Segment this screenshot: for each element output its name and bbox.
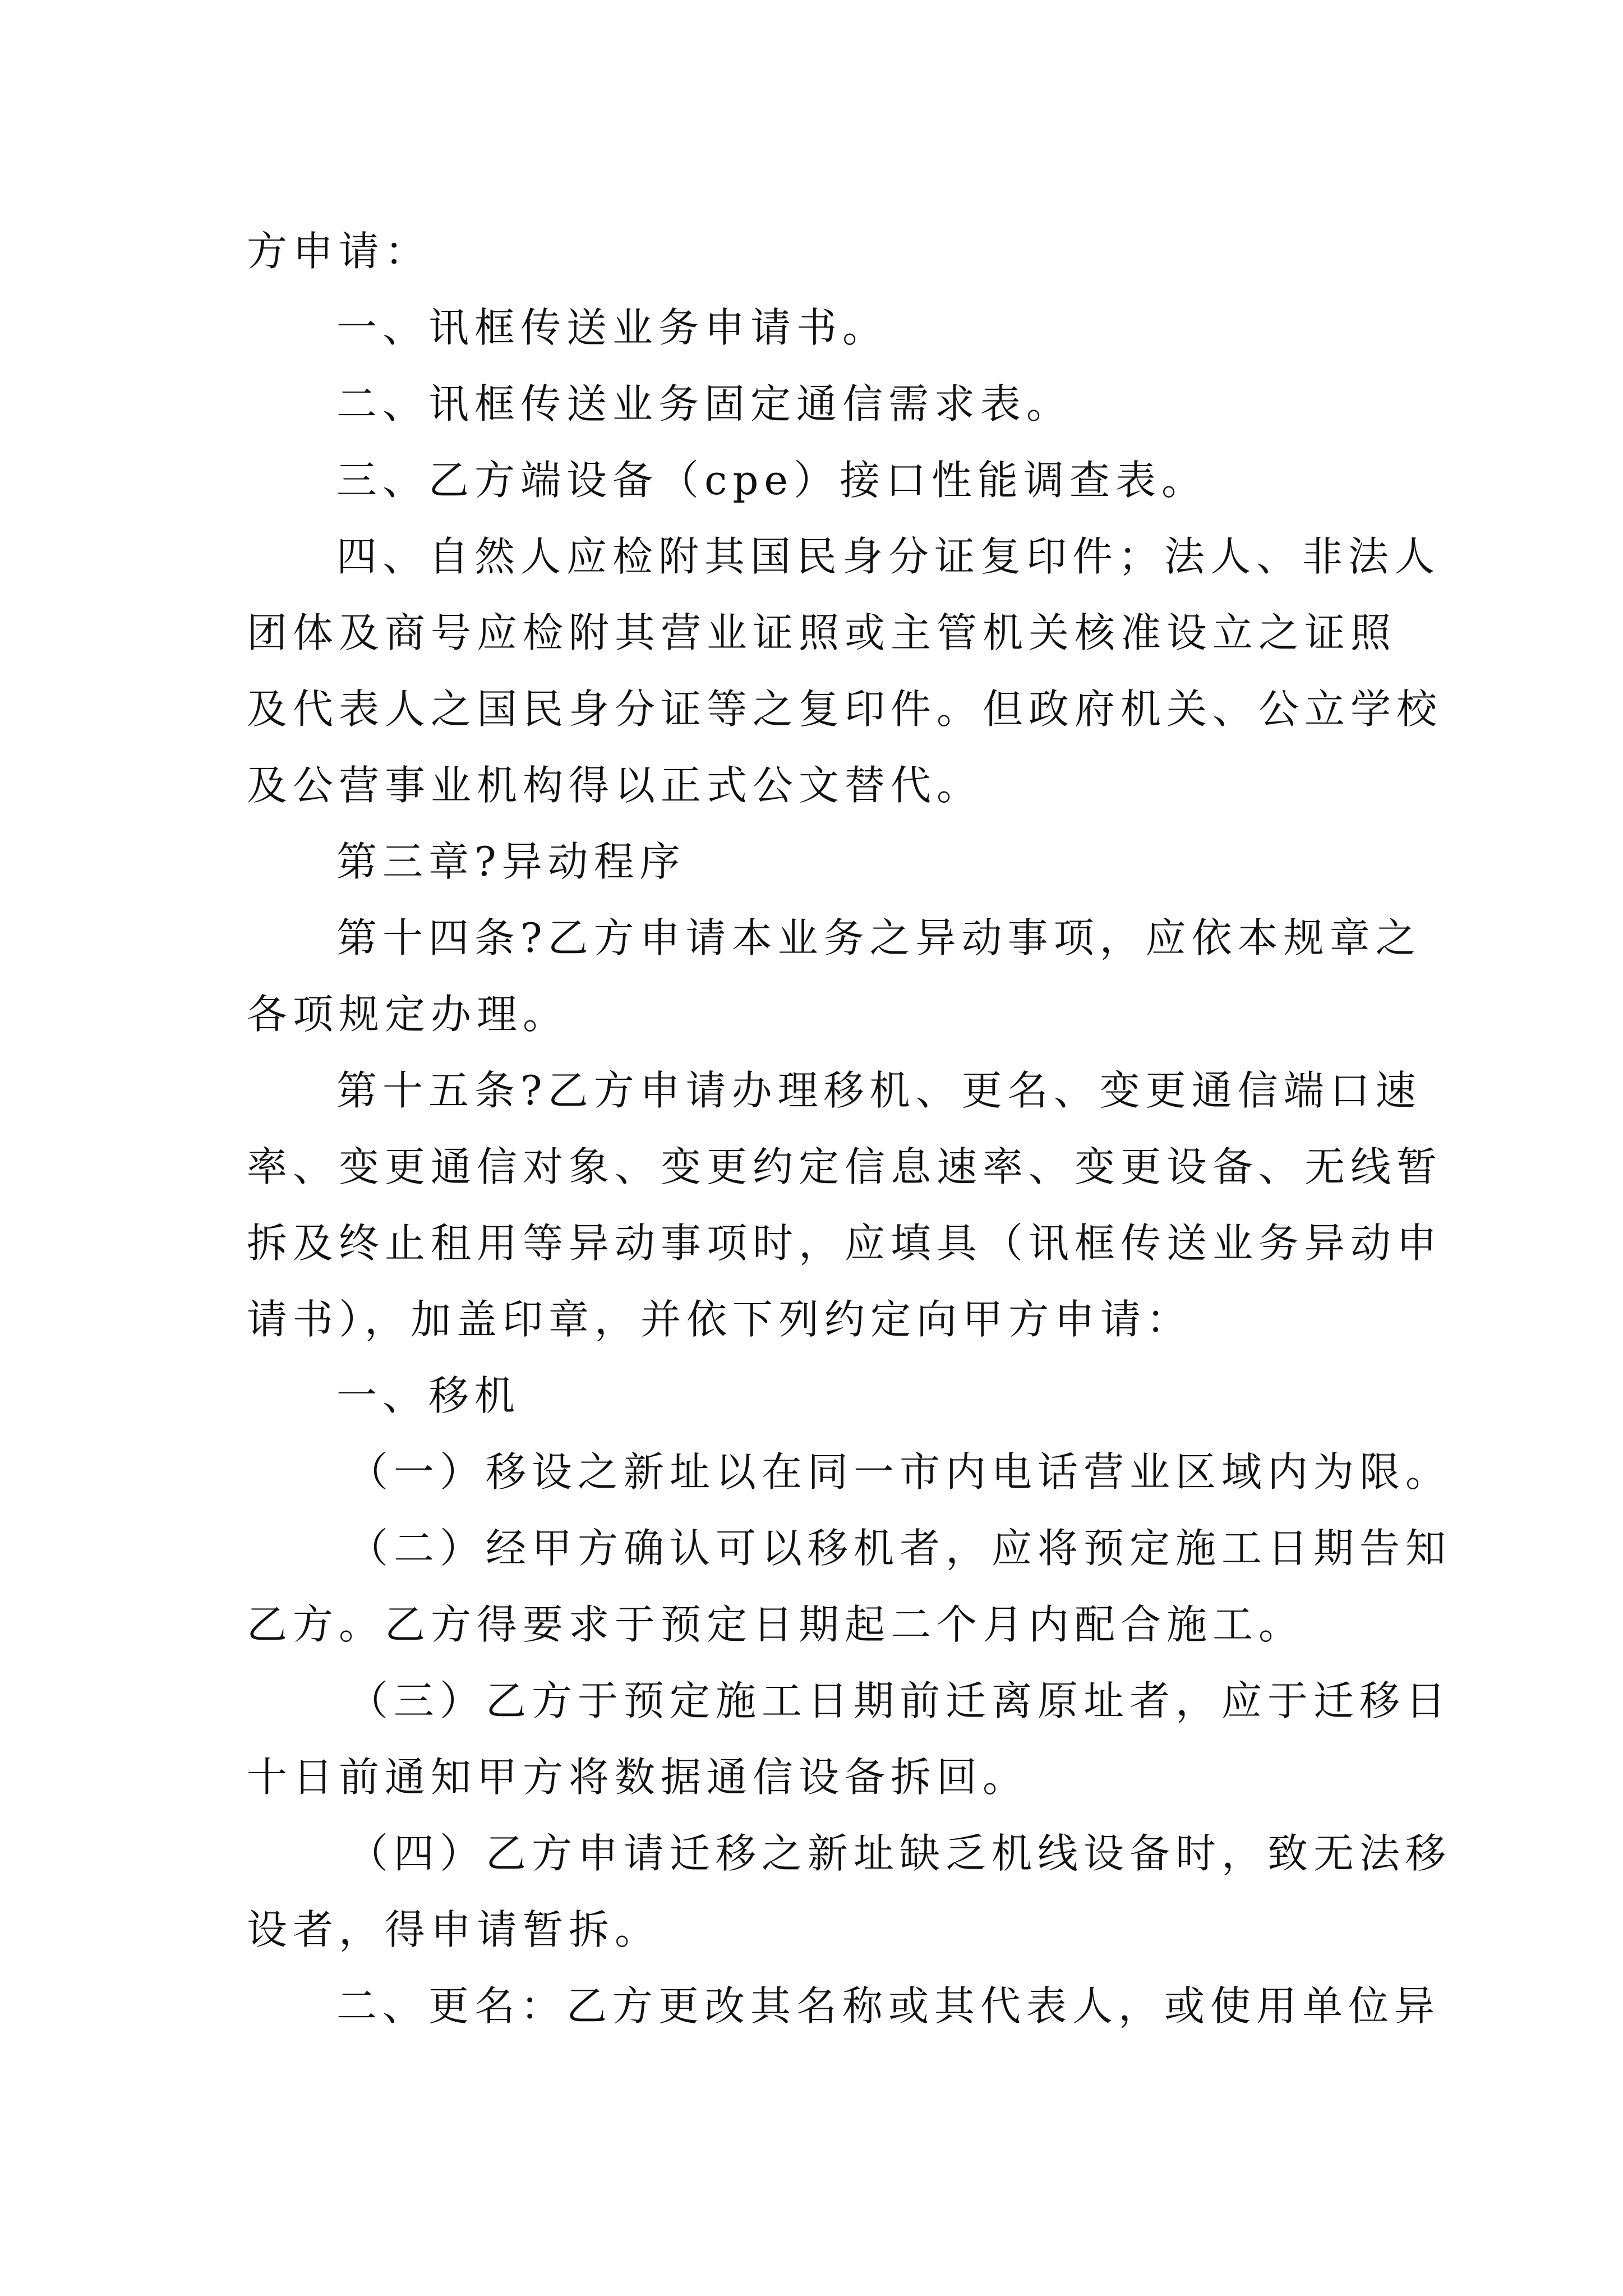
- paragraph-line: 请书），加盖印章，并依下列约定向甲方申请：: [247, 1296, 1193, 1343]
- document-body: [247, 213, 1452, 2044]
- paragraph-line: 率、变更通信对象、变更约定信息速率、变更设备、无线暂: [247, 1143, 1443, 1190]
- paragraph-line: 乙方。乙方得要求于预定日期起二个月内配合施工。: [247, 1601, 1305, 1648]
- paragraph-line: 一、讯框传送业务申请书。: [336, 304, 889, 351]
- paragraph-line: （一）移设之新址以在同一市内电话营业区域内为限。: [348, 1448, 1452, 1496]
- chapter-heading: 第三章?异动程序: [336, 838, 686, 885]
- article-line: 第十四条?乙方申请本业务之异动事项，应依本规章之: [336, 914, 1422, 961]
- paragraph-line: 二、更名：乙方更改其名称或其代表人，或使用单位异: [336, 1982, 1441, 2030]
- paragraph-line: 设者，得申请暂拆。: [247, 1906, 661, 1953]
- paragraph-line: 及公营事业机构得以正式公文替代。: [247, 762, 983, 809]
- paragraph-line: 四、自然人应检附其国民身分证复印件；法人、非法人: [336, 533, 1441, 580]
- article-line: 第十五条?乙方申请办理移机、更名、变更通信端口速: [336, 1067, 1422, 1114]
- paragraph-line: 三、乙方端设备（cpe）接口性能调查表。: [336, 457, 1208, 504]
- paragraph-line: 方申请：: [247, 228, 431, 275]
- paragraph-line: （二）经甲方确认可以移机者，应将预定施工日期告知: [348, 1525, 1452, 1572]
- paragraph-line: 各项规定办理。: [247, 991, 569, 1038]
- paragraph-line: （四）乙方申请迁移之新址缺乏机线设备时，致无法移: [348, 1830, 1452, 1877]
- paragraph-line: 团体及商号应检附其营业证照或主管机关核准设立之证照: [247, 609, 1397, 656]
- paragraph-line: 一、移机: [336, 1372, 521, 1419]
- paragraph-line: 二、讯框传送业务固定通信需求表。: [336, 380, 1073, 427]
- paragraph-line: 十日前通知甲方将数据通信设备拆回。: [247, 1754, 1029, 1801]
- paragraph-line: 及代表人之国民身分证等之复印件。但政府机关、公立学校: [247, 685, 1443, 733]
- paragraph-line: 拆及终止租用等异动事项时，应填具（讯框传送业务异动申: [247, 1220, 1443, 1267]
- paragraph-line: （三）乙方于预定施工日期前迁离原址者，应于迁移日: [348, 1677, 1452, 1724]
